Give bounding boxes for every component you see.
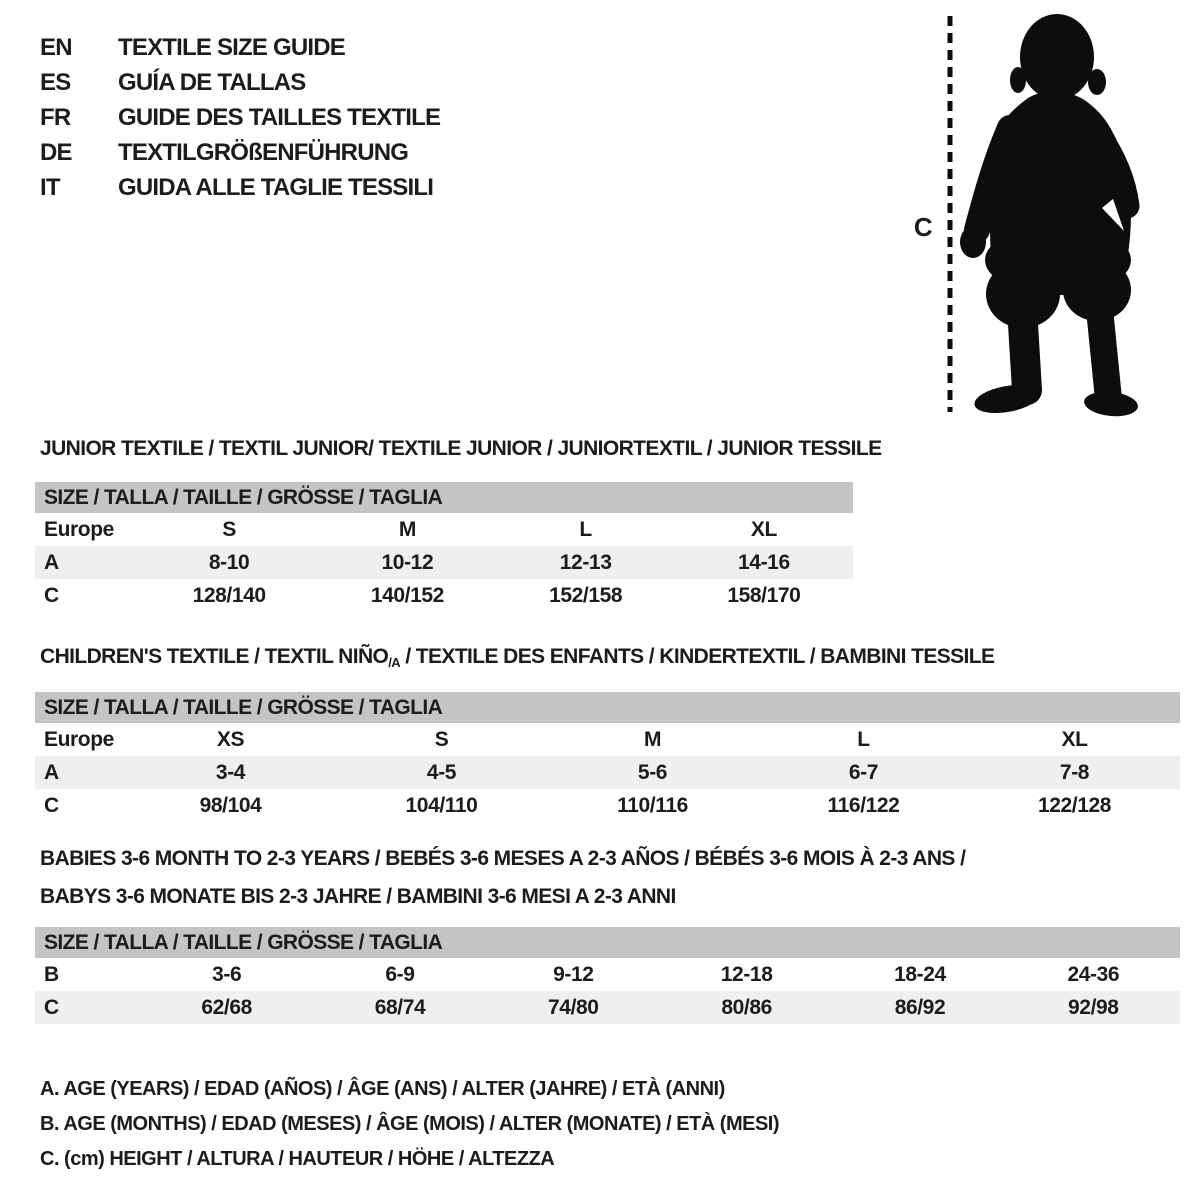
language-code: FR — [40, 103, 71, 131]
size-cell: 74/80 — [548, 995, 599, 1019]
size-cell: XL — [750, 517, 777, 541]
table-row — [35, 789, 1180, 822]
children-size-header-bar — [35, 692, 1180, 723]
language-row — [40, 30, 440, 65]
row-label: Europe — [44, 517, 114, 541]
size-header-text: SIZE / TALLA / TAILLE / GRÖSSE / TAGLIA — [44, 485, 443, 509]
size-cell: XL — [1061, 727, 1088, 751]
height-label-c: C — [913, 212, 933, 242]
size-cell: 128/140 — [192, 583, 266, 607]
language-title: TEXTILGRÖßENFÜHRUNG — [118, 138, 409, 166]
size-cell: 158/170 — [727, 583, 801, 607]
babies-size-table — [35, 927, 1180, 1024]
language-row — [40, 170, 440, 205]
size-header-text: SIZE / TALLA / TAILLE / GRÖSSE / TAGLIA — [44, 930, 443, 954]
size-cell: L — [857, 727, 870, 751]
row-label: A — [44, 760, 59, 784]
size-cell: 5-6 — [637, 760, 668, 784]
size-header-text: SIZE / TALLA / TAILLE / GRÖSSE / TAGLIA — [44, 695, 443, 719]
size-cell: 122/128 — [1037, 793, 1112, 817]
row-label: B — [44, 962, 59, 986]
table-row — [35, 513, 853, 546]
babies-section-title-line2: BABYS 3-6 MONATE BIS 2-3 JAHRE / BAMBINI 3-6 MESI A 2-3 ANNI — [40, 885, 676, 908]
size-cell: 10-12 — [381, 550, 434, 574]
size-cell: 98/104 — [199, 793, 262, 817]
children-section-title — [40, 644, 994, 676]
children-title-sub: /A — [388, 655, 401, 670]
size-cell: 9-12 — [553, 962, 594, 986]
size-cell: 24-36 — [1067, 962, 1120, 986]
size-cell: 140/152 — [370, 583, 444, 607]
size-cell: 116/122 — [827, 793, 900, 817]
size-cell: 18-24 — [894, 962, 946, 986]
size-cell: M — [643, 727, 662, 751]
language-row — [40, 65, 440, 100]
legend-line-c: C. (cm) HEIGHT / ALTURA / HAUTEUR / HÖHE / ALTEZZA — [40, 1148, 555, 1170]
legend — [40, 1072, 779, 1177]
row-label: A — [44, 550, 59, 574]
size-cell: 104/110 — [405, 793, 478, 817]
size-cell: 68/74 — [374, 995, 426, 1019]
language-code: ES — [40, 68, 71, 96]
language-code: IT — [40, 173, 60, 201]
babies-size-header-bar — [35, 927, 1180, 958]
children-size-table — [35, 692, 1180, 822]
size-cell: 86/92 — [894, 995, 946, 1019]
language-header — [40, 30, 440, 205]
size-cell: 80/86 — [721, 995, 772, 1019]
table-row — [35, 991, 1180, 1024]
size-cell: 6-9 — [385, 962, 415, 986]
language-title: GUIDE DES TAILLES TEXTILE — [118, 103, 441, 131]
size-cell: S — [434, 727, 449, 751]
legend-line-a: A. AGE (YEARS) / EDAD (AÑOS) / ÂGE (ANS) / ALTER (JAHRE) / ETÀ (ANNI) — [40, 1078, 725, 1100]
babies-section-title-line1: BABIES 3-6 MONTH TO 2-3 YEARS / BEBÉS 3-6 MESES A 2-3 AÑOS / BÉBÉS 3-6 MOIS À 2-3 ANS / — [40, 847, 966, 870]
language-title: TEXTILE SIZE GUIDE — [118, 33, 345, 61]
table-row — [35, 756, 1180, 789]
size-cell: 3-6 — [212, 962, 242, 986]
size-cell: 7-8 — [1059, 760, 1090, 784]
language-code: DE — [40, 138, 72, 166]
legend-line-b: B. AGE (MONTHS) / EDAD (MESES) / ÂGE (MOIS) / ALTER (MONATE) / ETÀ (MESI) — [40, 1113, 780, 1135]
size-cell: 92/98 — [1068, 995, 1119, 1019]
junior-size-table — [35, 482, 853, 612]
table-row — [35, 546, 853, 579]
language-row — [40, 135, 440, 170]
size-cell: 3-4 — [215, 760, 246, 784]
language-row — [40, 100, 440, 135]
language-title: GUÍA DE TALLAS — [118, 68, 306, 96]
size-cell: 62/68 — [201, 995, 252, 1019]
size-cell: S — [222, 517, 236, 541]
table-row — [35, 723, 1180, 756]
table-row — [35, 579, 853, 612]
language-title: GUIDA ALLE TAGLIE TESSILI — [118, 173, 434, 201]
size-cell: 14-16 — [738, 550, 790, 574]
table-row — [35, 958, 1180, 991]
children-title-main: CHILDREN'S TEXTILE / TEXTIL NIÑO — [40, 645, 389, 668]
size-cell: 152/158 — [549, 583, 623, 607]
junior-section-title: JUNIOR TEXTILE / TEXTIL JUNIOR/ TEXTILE JUNIOR / JUNIORTEXTIL / JUNIOR TESSILE — [40, 437, 882, 460]
size-cell: 6-7 — [848, 760, 879, 784]
size-cell: L — [579, 517, 592, 541]
row-label: C — [44, 583, 59, 607]
row-label: C — [44, 995, 59, 1019]
size-cell: 110/116 — [617, 793, 688, 817]
row-label: C — [44, 793, 59, 817]
baby-silhouette-icon — [900, 0, 1180, 430]
size-cell: 4-5 — [426, 760, 457, 784]
size-cell: M — [398, 517, 416, 541]
size-cell: XS — [216, 727, 245, 751]
size-cell: 12-18 — [720, 962, 773, 986]
size-cell: 8-10 — [208, 550, 250, 574]
junior-size-header-bar — [35, 482, 853, 513]
children-title-rest: / TEXTILE DES ENFANTS / KINDERTEXTIL / BAMBINI TESSILE — [400, 645, 995, 668]
row-label: Europe — [44, 727, 114, 751]
size-cell: 12-13 — [559, 550, 612, 574]
language-code: EN — [40, 33, 72, 61]
